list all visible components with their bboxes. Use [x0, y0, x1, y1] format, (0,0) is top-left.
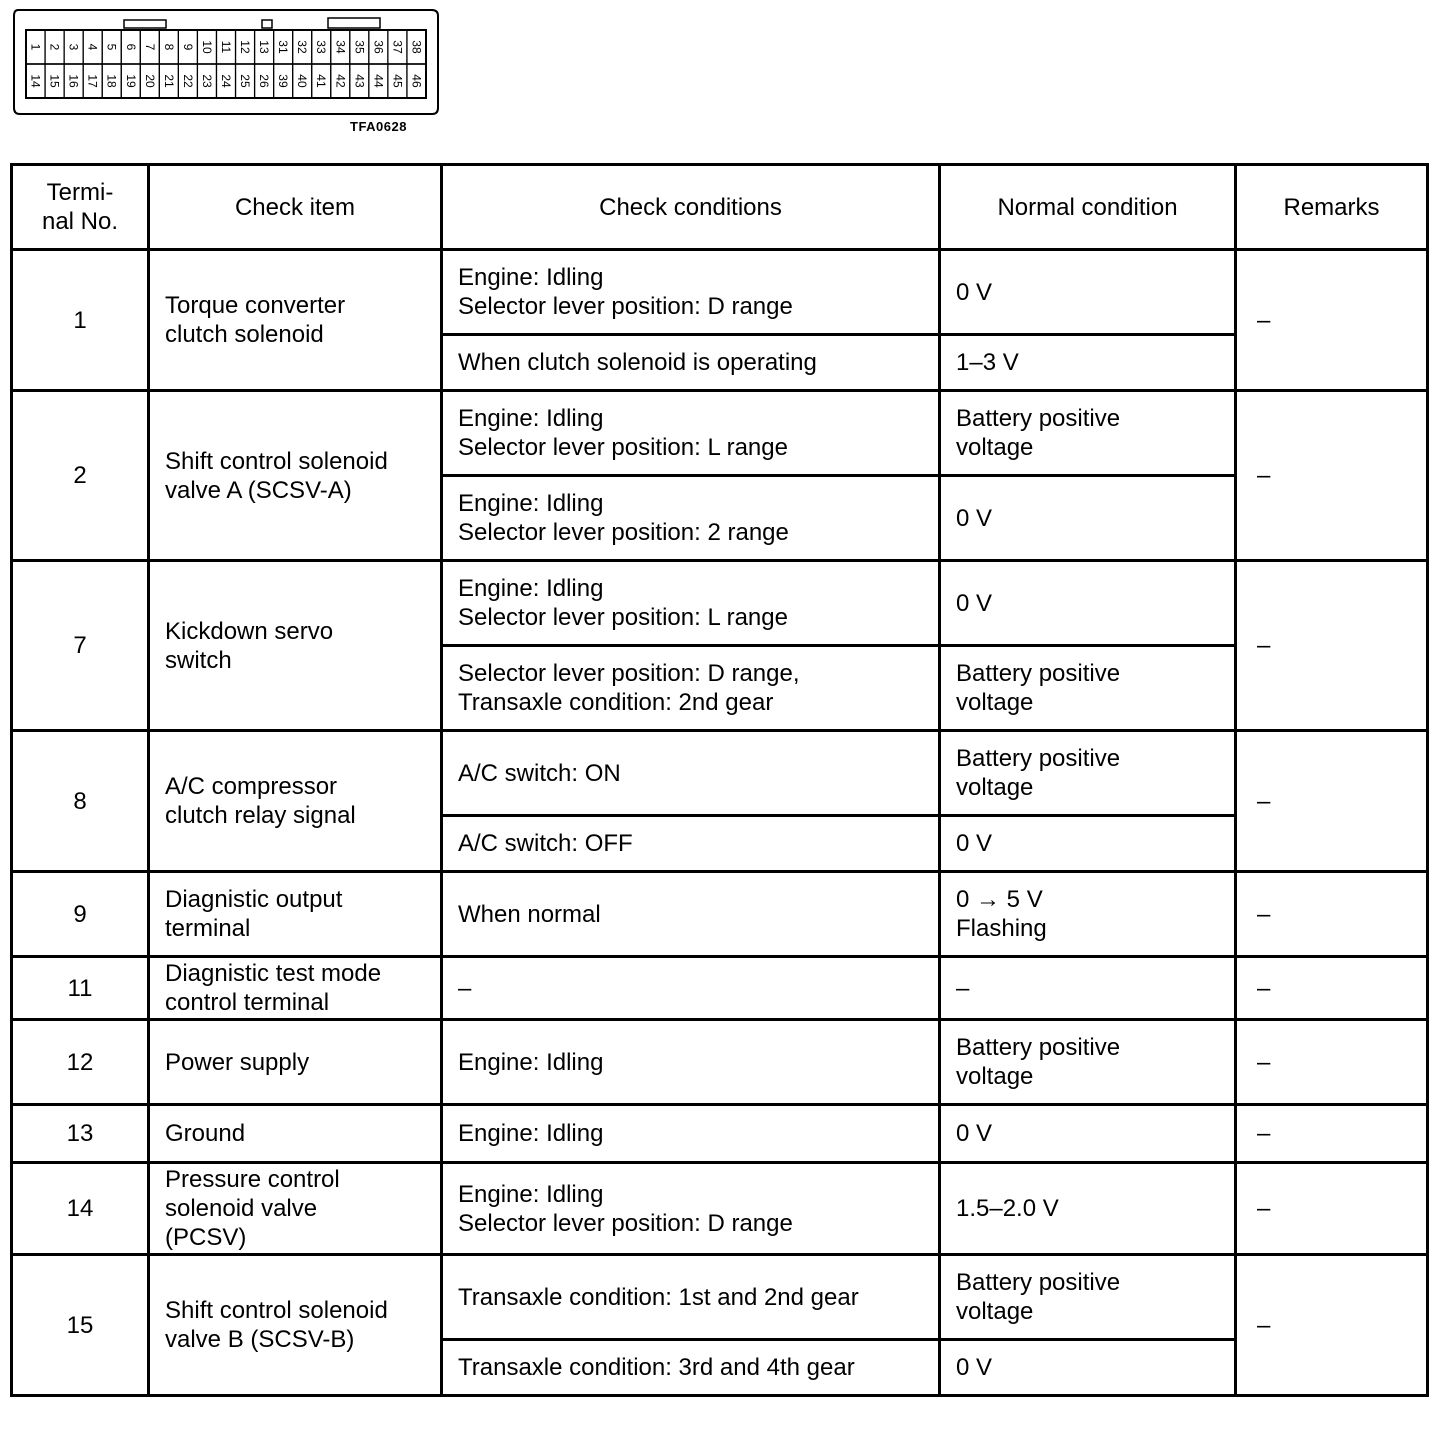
check-condition: Engine: Idling — [442, 1020, 940, 1105]
pin-number: 11 — [219, 40, 233, 54]
pin-number: 35 — [352, 40, 367, 54]
pin-number: 22 — [180, 74, 195, 88]
table-row — [12, 561, 1428, 646]
check-item: Shift control solenoid valve A (SCSV-A) — [149, 391, 442, 561]
check-item: Shift control solenoid valve B (SCSV-B) — [149, 1255, 442, 1396]
pin-number: 18 — [104, 74, 119, 88]
remarks: – — [1236, 1020, 1428, 1105]
table-row — [12, 957, 1428, 1020]
check-condition: Engine: Idling Selector lever position: L range — [442, 391, 940, 476]
pin-number: 7 — [142, 43, 157, 51]
check-condition: Engine: Idling Selector lever position: D range — [442, 1163, 940, 1255]
normal-condition: 0 V — [940, 476, 1236, 561]
normal-condition: Battery positive voltage — [940, 1255, 1236, 1340]
normal-condition: – — [940, 957, 1236, 1020]
pin-number: 32 — [295, 40, 310, 54]
pin-number: 17 — [85, 74, 100, 88]
header-normal-condition: Normal condition — [940, 165, 1236, 250]
check-item: Diagnistic output terminal — [149, 872, 442, 957]
connector-tab-right — [328, 18, 380, 28]
remarks: – — [1236, 391, 1428, 561]
pin-number: 43 — [352, 74, 367, 88]
table-row — [12, 1105, 1428, 1163]
normal-condition: 0 → 5 V Flashing — [940, 872, 1236, 957]
normal-condition: Battery positive voltage — [940, 391, 1236, 476]
pin-number: 25 — [238, 74, 253, 88]
pin-number: 31 — [276, 40, 291, 54]
normal-condition: 0 V — [940, 816, 1236, 872]
pin-number: 33 — [314, 40, 329, 54]
check-condition: Selector lever position: D range, Transaxle condition: 2nd gear — [442, 646, 940, 731]
figure-code: TFA0628 — [350, 119, 407, 134]
table-row — [12, 391, 1428, 476]
terminal-number: 7 — [12, 561, 149, 731]
normal-condition: Battery positive voltage — [940, 731, 1236, 816]
terminal-number: 2 — [12, 391, 149, 561]
pin-number: 8 — [161, 43, 176, 51]
normal-condition: 0 V — [940, 1105, 1236, 1163]
terminal-number: 9 — [12, 872, 149, 957]
table-row — [12, 250, 1428, 335]
check-item: Pressure control solenoid valve (PCSV) — [149, 1163, 442, 1255]
header-check-item: Check item — [149, 165, 442, 250]
terminal-number: 13 — [12, 1105, 149, 1163]
normal-condition: 1–3 V — [940, 335, 1236, 391]
pin-number: 14 — [28, 74, 43, 88]
check-item: Torque converter clutch solenoid — [149, 250, 442, 391]
check-condition: A/C switch: OFF — [442, 816, 940, 872]
terminal-number: 11 — [12, 957, 149, 1020]
table-row — [12, 1163, 1428, 1255]
remarks: – — [1236, 872, 1428, 957]
pin-number: 12 — [238, 40, 253, 54]
normal-condition: Battery positive voltage — [940, 646, 1236, 731]
table-row — [12, 1255, 1428, 1340]
pin-number: 15 — [47, 74, 62, 88]
normal-condition: 0 V — [940, 250, 1236, 335]
remarks: – — [1236, 957, 1428, 1020]
connector-diagram — [12, 8, 440, 116]
check-condition: Transaxle condition: 3rd and 4th gear — [442, 1340, 940, 1396]
terminal-number: 12 — [12, 1020, 149, 1105]
pin-number: 1 — [28, 43, 43, 51]
pin-number: 38 — [409, 40, 424, 54]
pin-number: 16 — [66, 74, 81, 88]
check-condition: Engine: Idling — [442, 1105, 940, 1163]
pin-number: 46 — [409, 74, 424, 88]
pin-number: 6 — [123, 43, 138, 51]
pin-number: 10 — [199, 40, 214, 54]
pin-number: 37 — [390, 40, 405, 54]
connector-tab-left — [124, 20, 166, 28]
check-condition: Engine: Idling Selector lever position: D range — [442, 250, 940, 335]
normal-condition: 0 V — [940, 561, 1236, 646]
pin-number: 40 — [295, 74, 310, 88]
table-row — [12, 1020, 1428, 1105]
remarks: – — [1236, 1255, 1428, 1396]
normal-condition: 0 V — [940, 1340, 1236, 1396]
pin-number: 23 — [199, 74, 214, 88]
check-condition: When normal — [442, 872, 940, 957]
pin-number: 9 — [180, 43, 195, 51]
pin-number: 41 — [314, 74, 329, 88]
remarks: – — [1236, 1163, 1428, 1255]
header-remarks: Remarks — [1236, 165, 1428, 250]
normal-condition: 1.5–2.0 V — [940, 1163, 1236, 1255]
terminal-number: 14 — [12, 1163, 149, 1255]
pin-cells — [26, 30, 426, 98]
table-row — [12, 731, 1428, 816]
pin-number: 34 — [333, 40, 348, 54]
pin-number: 42 — [333, 74, 348, 88]
header-terminal-no: Termi- nal No. — [12, 165, 149, 250]
terminal-number: 15 — [12, 1255, 149, 1396]
pin-number: 36 — [371, 40, 386, 54]
normal-condition: Battery positive voltage — [940, 1020, 1236, 1105]
pin-number: 3 — [66, 43, 81, 51]
pin-number: 19 — [123, 74, 138, 88]
check-condition: Transaxle condition: 1st and 2nd gear — [442, 1255, 940, 1340]
check-item: Kickdown servo switch — [149, 561, 442, 731]
pin-number: 39 — [276, 74, 291, 88]
check-item: A/C compressor clutch relay signal — [149, 731, 442, 872]
terminal-check-table — [10, 163, 1429, 1397]
connector-latch — [262, 20, 272, 28]
pin-number: 26 — [257, 74, 272, 88]
pin-number: 2 — [47, 43, 62, 51]
pin-number: 44 — [371, 74, 386, 88]
header-check-conditions: Check conditions — [442, 165, 940, 250]
table-row — [12, 872, 1428, 957]
remarks: – — [1236, 250, 1428, 391]
pin-number: 5 — [104, 43, 119, 51]
remarks: – — [1236, 1105, 1428, 1163]
terminal-number: 8 — [12, 731, 149, 872]
check-condition: Engine: Idling Selector lever position: L range — [442, 561, 940, 646]
pin-number: 20 — [142, 74, 157, 88]
check-condition: A/C switch: ON — [442, 731, 940, 816]
pin-number: 45 — [390, 74, 405, 88]
check-item: Diagnistic test mode control terminal — [149, 957, 442, 1020]
pin-number: 4 — [85, 43, 100, 51]
pin-number: 24 — [219, 74, 233, 88]
pin-number: 13 — [257, 40, 272, 54]
check-condition: Engine: Idling Selector lever position: 2 range — [442, 476, 940, 561]
check-condition: When clutch solenoid is operating — [442, 335, 940, 391]
check-condition: – — [442, 957, 940, 1020]
terminal-number: 1 — [12, 250, 149, 391]
table-header-row — [12, 165, 1428, 250]
remarks: – — [1236, 561, 1428, 731]
pin-number: 21 — [161, 74, 176, 88]
check-item: Ground — [149, 1105, 442, 1163]
check-item: Power supply — [149, 1020, 442, 1105]
remarks: – — [1236, 731, 1428, 872]
